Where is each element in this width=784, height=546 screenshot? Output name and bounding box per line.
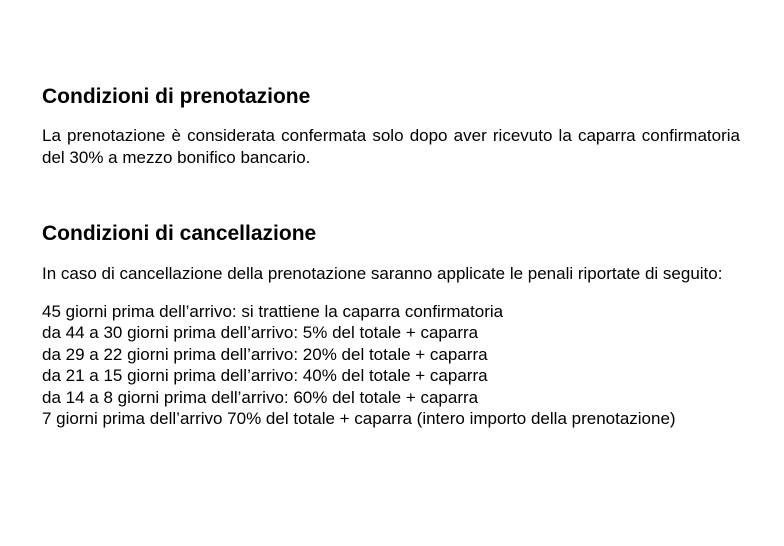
penalty-item: da 29 a 22 giorni prima dell’arrivo: 20% del totale + caparra — [42, 344, 488, 364]
penalty-item: 45 giorni prima dell’arrivo: si trattiene la caparra confirmatoria — [42, 301, 504, 321]
booking-conditions-title: Condizioni di prenotazione — [42, 85, 311, 108]
cancellation-conditions-title: Condizioni di cancellazione — [42, 222, 317, 245]
penalty-item: da 14 a 8 giorni prima dell’arrivo: 60% del totale + caparra — [42, 387, 479, 407]
booking-conditions-text: La prenotazione è considerata confermata solo dopo aver ricevuto la caparra confirmatoria del 30% a mezzo bonifico bancario. — [42, 126, 740, 167]
penalty-item: da 21 a 15 giorni prima dell’arrivo: 40% del totale + caparra — [42, 366, 488, 385]
cancellation-conditions-section — [42, 221, 740, 430]
booking-conditions-section — [42, 84, 740, 168]
cancellation-conditions-text: In caso di cancellazione della prenotazione saranno applicate le penali riportate di seguito: — [42, 264, 723, 283]
document-page — [42, 84, 740, 430]
penalty-item: 7 giorni prima dell’arrivo 70% del totale + caparra (intero importo della prenotazione) — [42, 409, 676, 428]
penalty-item: da 44 a 30 giorni prima dell’arrivo: 5% del totale + caparra — [42, 323, 479, 342]
penalty-list — [42, 301, 740, 430]
